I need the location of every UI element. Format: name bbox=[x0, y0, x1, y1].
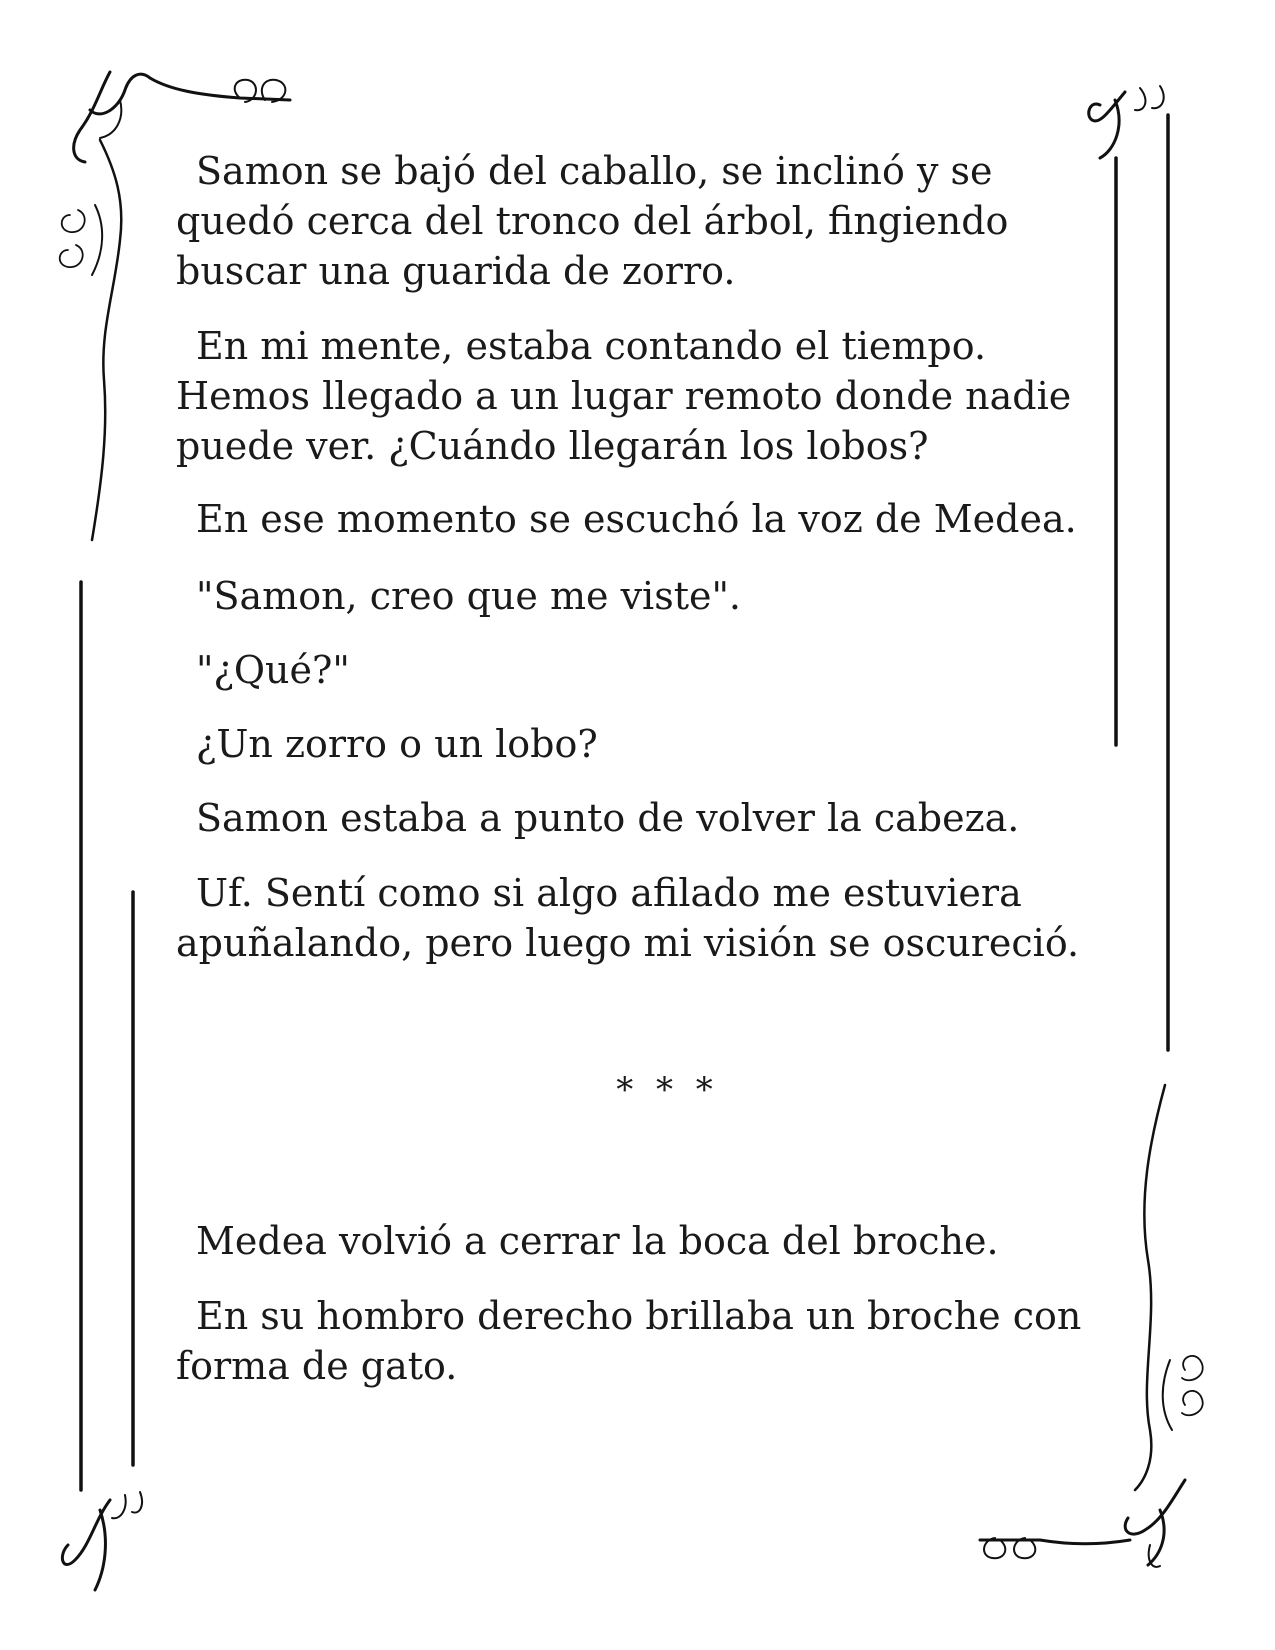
paragraph: En mi mente, estaba contando el tiempo. Hemos llegado a un lugar remoto donde nadie puede ver. ¿Cuándo llegarán los lobos? bbox=[176, 324, 1072, 468]
paragraph: Uf. Sentí como si algo afilado me estuviera apuñalando, pero luego mi visión se oscureció. bbox=[176, 871, 1080, 965]
paragraph: "Samon, creo que me viste". bbox=[196, 574, 742, 618]
paragraph: "¿Qué?" bbox=[196, 648, 350, 692]
section-separator: * * * bbox=[616, 1070, 719, 1110]
paragraph: En su hombro derecho brillaba un broche con forma de gato. bbox=[176, 1294, 1082, 1388]
flourish-top-right-icon bbox=[1089, 86, 1164, 158]
paragraph: ¿Un zorro o un lobo? bbox=[196, 722, 598, 766]
flourish-bottom-left-icon bbox=[62, 1492, 142, 1590]
paragraph: Samon se bajó del caballo, se inclinó y se quedó cerca del tronco del árbol, fingiendo buscar una guarida de zorro. bbox=[176, 149, 1009, 293]
paragraph: En ese momento se escuchó la voz de Medea. bbox=[196, 497, 1077, 541]
paragraph: Samon estaba a punto de volver la cabeza. bbox=[196, 796, 1020, 840]
paragraph: Medea volvió a cerrar la boca del broche. bbox=[196, 1219, 999, 1263]
